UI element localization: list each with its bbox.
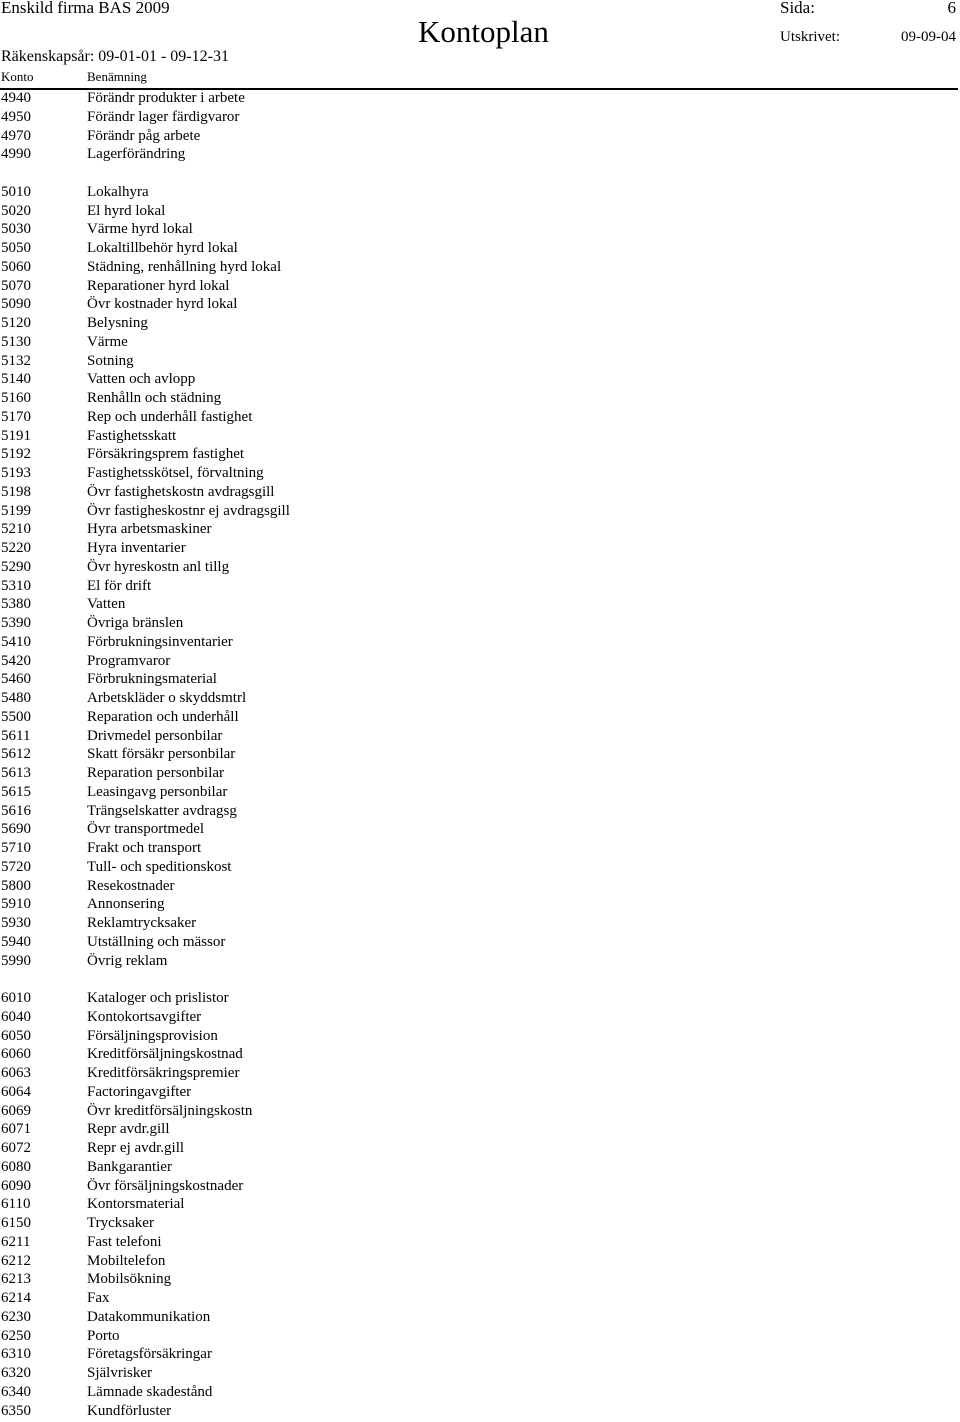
account-number: 5050 bbox=[1, 240, 31, 256]
account-name: Trycksaker bbox=[87, 1215, 154, 1231]
group-spacer bbox=[0, 970, 960, 989]
account-row bbox=[0, 1120, 960, 1139]
account-row bbox=[0, 108, 960, 127]
account-name: Tull- och speditionskost bbox=[87, 858, 232, 875]
account-name: Kreditförsäljningskostnad bbox=[87, 1046, 243, 1063]
account-name: Leasingavg personbilar bbox=[87, 783, 228, 800]
account-number: 6071 bbox=[1, 1121, 31, 1138]
account-name: Mobilsökning bbox=[87, 1271, 172, 1288]
account-row bbox=[0, 314, 960, 333]
account-number: 5616 bbox=[1, 802, 31, 819]
account-number: 5070 bbox=[1, 277, 31, 294]
account-number: 6310 bbox=[1, 1346, 31, 1363]
account-name: Drivmedel personbilar bbox=[87, 727, 223, 744]
account-number: 4990 bbox=[1, 146, 31, 163]
account-name: Hyra arbetsmaskiner bbox=[87, 521, 212, 538]
account-number: 6040 bbox=[1, 1008, 31, 1025]
fiscal-year: Räkenskapsår: 09-01-01 - 09-12-31 bbox=[1, 48, 229, 65]
account-row bbox=[0, 427, 960, 446]
account-name: Övrig reklam bbox=[87, 952, 168, 969]
account-name: Fast telefoni bbox=[87, 1233, 162, 1250]
account-number: 5170 bbox=[1, 408, 31, 425]
account-number: 6069 bbox=[1, 1102, 31, 1119]
account-name: Övr kostnader hyrd lokal bbox=[87, 296, 238, 313]
account-row bbox=[0, 464, 960, 483]
account-row bbox=[0, 802, 960, 821]
account-name: Förändr påg arbete bbox=[87, 127, 201, 144]
account-name: Reparation och underhåll bbox=[87, 708, 239, 725]
account-name: Datakommunikation bbox=[87, 1308, 211, 1325]
account-number: 5210 bbox=[1, 521, 31, 538]
account-number: 5132 bbox=[1, 352, 31, 369]
account-row bbox=[0, 1327, 960, 1346]
account-number: 6080 bbox=[1, 1158, 31, 1175]
account-row bbox=[0, 895, 960, 914]
account-row bbox=[0, 1402, 960, 1421]
account-name: Porto bbox=[87, 1327, 120, 1344]
account-name: Skatt försäkr personbilar bbox=[87, 746, 236, 763]
account-row bbox=[0, 764, 960, 783]
account-number: 5140 bbox=[1, 371, 31, 388]
account-name: Vatten bbox=[87, 596, 126, 613]
account-row bbox=[0, 839, 960, 858]
printed-date: 09-09-04 bbox=[901, 29, 956, 45]
account-number: 5060 bbox=[1, 258, 31, 275]
account-number: 6010 bbox=[1, 990, 31, 1006]
account-number: 5130 bbox=[1, 333, 31, 350]
account-number: 5611 bbox=[1, 727, 31, 744]
account-row bbox=[0, 652, 960, 671]
account-name: Programvaror bbox=[87, 652, 171, 669]
account-row bbox=[0, 502, 960, 521]
account-row bbox=[0, 1289, 960, 1308]
account-name: Fastighetsskötsel, förvaltning bbox=[87, 465, 264, 481]
account-row bbox=[0, 277, 960, 296]
account-number: 6340 bbox=[1, 1383, 31, 1400]
account-number: 6072 bbox=[1, 1140, 31, 1156]
account-row bbox=[0, 370, 960, 389]
account-name: Belysning bbox=[87, 315, 148, 331]
printed-date-label: Utskrivet: bbox=[780, 29, 840, 45]
page-number-label: Sida: bbox=[780, 0, 815, 17]
account-name: Rep och underhåll fastighet bbox=[87, 408, 253, 425]
account-number: 5160 bbox=[1, 390, 31, 406]
account-number: 5940 bbox=[1, 933, 31, 950]
account-row bbox=[0, 258, 960, 277]
account-number: 5420 bbox=[1, 652, 31, 669]
account-number: 6350 bbox=[1, 1402, 31, 1419]
account-name: El hyrd lokal bbox=[87, 202, 166, 219]
account-name: Fastighetsskatt bbox=[87, 427, 177, 444]
account-number: 5612 bbox=[1, 746, 31, 763]
account-row bbox=[0, 1139, 960, 1158]
account-number: 5120 bbox=[1, 315, 31, 331]
group-spacer bbox=[0, 164, 960, 183]
company-name: Enskild firma BAS 2009 bbox=[1, 0, 170, 17]
account-name: Trängselskatter avdragsg bbox=[87, 802, 237, 819]
account-row bbox=[0, 352, 960, 371]
account-number: 5930 bbox=[1, 915, 31, 931]
account-row bbox=[0, 145, 960, 164]
account-row bbox=[0, 1064, 960, 1083]
account-name: Kundförluster bbox=[87, 1402, 172, 1419]
account-name: Förbrukningsmaterial bbox=[87, 671, 217, 688]
account-number: 5720 bbox=[1, 858, 31, 875]
account-row bbox=[0, 1252, 960, 1271]
account-row bbox=[0, 820, 960, 839]
account-row bbox=[0, 1214, 960, 1233]
account-name: Reparation personbilar bbox=[87, 765, 225, 781]
account-number: 5030 bbox=[1, 221, 31, 238]
account-row bbox=[0, 127, 960, 146]
account-row bbox=[0, 727, 960, 746]
account-number: 5198 bbox=[1, 483, 31, 500]
account-number: 6320 bbox=[1, 1365, 31, 1381]
account-row bbox=[0, 1270, 960, 1289]
account-row bbox=[0, 989, 960, 1008]
account-name: Factoringavgifter bbox=[87, 1083, 192, 1100]
account-row bbox=[0, 220, 960, 239]
account-number: 5710 bbox=[1, 840, 31, 856]
account-row bbox=[0, 614, 960, 633]
account-name: Reklamtrycksaker bbox=[87, 915, 197, 931]
account-row bbox=[0, 595, 960, 614]
account-number: 5380 bbox=[1, 596, 31, 613]
account-name: Övr fastighetskostn avdragsgill bbox=[87, 483, 275, 500]
account-row bbox=[0, 670, 960, 689]
account-name: Lagerförändring bbox=[87, 146, 186, 163]
account-row bbox=[0, 1177, 960, 1196]
account-name: Lämnade skadestånd bbox=[87, 1383, 213, 1400]
account-row bbox=[0, 1345, 960, 1364]
account-name: Försäkringsprem fastighet bbox=[87, 446, 245, 463]
account-number: 5800 bbox=[1, 877, 31, 894]
account-row bbox=[0, 1027, 960, 1046]
account-row bbox=[0, 577, 960, 596]
account-name: Förändr lager färdigvaror bbox=[87, 108, 240, 125]
account-name: Värme hyrd lokal bbox=[87, 221, 193, 238]
account-row bbox=[0, 389, 960, 408]
account-name: Kataloger och prislistor bbox=[87, 990, 229, 1006]
account-name: Bankgarantier bbox=[87, 1158, 172, 1175]
account-name: Sotning bbox=[87, 352, 134, 369]
account-name: Kreditförsäkringspremier bbox=[87, 1065, 240, 1081]
account-name: Kontorsmaterial bbox=[87, 1196, 185, 1213]
account-row bbox=[0, 483, 960, 502]
account-row bbox=[0, 633, 960, 652]
account-row bbox=[0, 783, 960, 802]
account-name: Företagsförsäkringar bbox=[87, 1346, 212, 1363]
account-row bbox=[0, 1364, 960, 1383]
account-number: 5690 bbox=[1, 821, 31, 838]
account-number: 5615 bbox=[1, 783, 31, 800]
account-row bbox=[0, 1158, 960, 1177]
account-name: Vatten och avlopp bbox=[87, 371, 196, 388]
account-name: Mobiltelefon bbox=[87, 1252, 166, 1269]
account-name: Förändr produkter i arbete bbox=[87, 90, 245, 106]
account-number: 5090 bbox=[1, 296, 31, 313]
account-number: 5191 bbox=[1, 427, 31, 444]
account-name: Renhålln och städning bbox=[87, 390, 222, 406]
account-number: 6212 bbox=[1, 1252, 31, 1269]
account-row bbox=[0, 183, 960, 202]
account-number: 5290 bbox=[1, 558, 31, 575]
account-list bbox=[0, 89, 960, 1420]
account-number: 5220 bbox=[1, 540, 31, 556]
account-number: 5010 bbox=[1, 183, 31, 200]
account-name: Fax bbox=[87, 1290, 110, 1306]
account-number: 6250 bbox=[1, 1327, 31, 1344]
account-row bbox=[0, 877, 960, 896]
account-number: 6230 bbox=[1, 1308, 31, 1325]
account-name: Resekostnader bbox=[87, 877, 175, 894]
account-row bbox=[0, 539, 960, 558]
account-row bbox=[0, 445, 960, 464]
account-number: 5480 bbox=[1, 690, 31, 706]
account-row bbox=[0, 1308, 960, 1327]
account-name: Städning, renhållning hyrd lokal bbox=[87, 258, 282, 275]
account-number: 6060 bbox=[1, 1046, 31, 1063]
account-row bbox=[0, 520, 960, 539]
account-number: 6063 bbox=[1, 1065, 31, 1081]
account-number: 6150 bbox=[1, 1215, 31, 1231]
account-name: Övr hyreskostn anl tillg bbox=[87, 558, 230, 575]
account-row bbox=[0, 914, 960, 933]
account-number: 5410 bbox=[1, 633, 31, 650]
account-number: 4970 bbox=[1, 127, 31, 144]
account-number: 5390 bbox=[1, 615, 31, 631]
account-row bbox=[0, 408, 960, 427]
account-row bbox=[0, 239, 960, 258]
account-number: 5460 bbox=[1, 671, 31, 688]
account-number: 5310 bbox=[1, 577, 31, 594]
account-name: Hyra inventarier bbox=[87, 540, 186, 556]
account-number: 5199 bbox=[1, 502, 31, 519]
account-row bbox=[0, 933, 960, 952]
account-row bbox=[0, 952, 960, 971]
account-row bbox=[0, 202, 960, 221]
account-row bbox=[0, 1233, 960, 1252]
account-row bbox=[0, 858, 960, 877]
account-number: 4940 bbox=[1, 90, 31, 106]
account-name: Kontokortsavgifter bbox=[87, 1008, 202, 1025]
page-header bbox=[0, 0, 960, 96]
page-number: 6 bbox=[947, 0, 956, 17]
account-number: 5910 bbox=[1, 896, 31, 913]
account-row bbox=[0, 295, 960, 314]
account-row bbox=[0, 1083, 960, 1102]
account-row bbox=[0, 1102, 960, 1121]
account-number: 5193 bbox=[1, 465, 31, 481]
account-name: Värme bbox=[87, 333, 128, 350]
account-number: 6050 bbox=[1, 1027, 31, 1044]
account-name: Repr avdr.gill bbox=[87, 1121, 170, 1138]
account-number: 4950 bbox=[1, 108, 31, 125]
account-number: 6213 bbox=[1, 1271, 31, 1288]
account-name: Annonsering bbox=[87, 896, 165, 913]
column-header-account: Konto bbox=[1, 69, 34, 84]
account-number: 5500 bbox=[1, 708, 31, 725]
account-number: 5192 bbox=[1, 446, 31, 463]
account-name: Repr ej avdr.gill bbox=[87, 1140, 185, 1156]
account-name: El för drift bbox=[87, 577, 152, 594]
account-row bbox=[0, 558, 960, 577]
account-name: Självrisker bbox=[87, 1365, 152, 1381]
column-header-name: Benämning bbox=[87, 69, 147, 84]
account-name: Utställning och mässor bbox=[87, 933, 226, 950]
account-number: 5990 bbox=[1, 952, 31, 969]
account-number: 6090 bbox=[1, 1177, 31, 1194]
account-name: Övr transportmedel bbox=[87, 821, 205, 838]
account-row bbox=[0, 708, 960, 727]
account-row bbox=[0, 333, 960, 352]
account-number: 6064 bbox=[1, 1083, 31, 1100]
account-number: 6214 bbox=[1, 1290, 31, 1306]
account-number: 5613 bbox=[1, 765, 31, 781]
account-name: Lokaltillbehör hyrd lokal bbox=[87, 240, 238, 256]
account-row bbox=[0, 745, 960, 764]
account-number: 6211 bbox=[1, 1233, 31, 1250]
account-name: Försäljningsprovision bbox=[87, 1027, 218, 1044]
account-number: 5020 bbox=[1, 202, 31, 219]
account-name: Frakt och transport bbox=[87, 840, 202, 856]
account-name: Övr försäljningskostnader bbox=[87, 1177, 244, 1194]
account-name: Lokalhyra bbox=[87, 183, 149, 200]
account-name: Övriga bränslen bbox=[87, 615, 184, 631]
account-name: Övr kreditförsäljningskostn bbox=[87, 1102, 253, 1119]
page-title: Kontoplan bbox=[418, 14, 549, 49]
account-number: 6110 bbox=[1, 1196, 31, 1213]
account-name: Förbrukningsinventarier bbox=[87, 633, 233, 650]
account-name: Arbetskläder o skyddsmtrl bbox=[87, 690, 247, 706]
account-row bbox=[0, 1383, 960, 1402]
account-row bbox=[0, 1008, 960, 1027]
account-row bbox=[0, 689, 960, 708]
account-name: Reparationer hyrd lokal bbox=[87, 277, 230, 294]
account-row bbox=[0, 1045, 960, 1064]
account-name: Övr fastigheskostnr ej avdragsgill bbox=[87, 502, 290, 519]
account-row bbox=[0, 1195, 960, 1214]
account-row bbox=[0, 89, 960, 108]
